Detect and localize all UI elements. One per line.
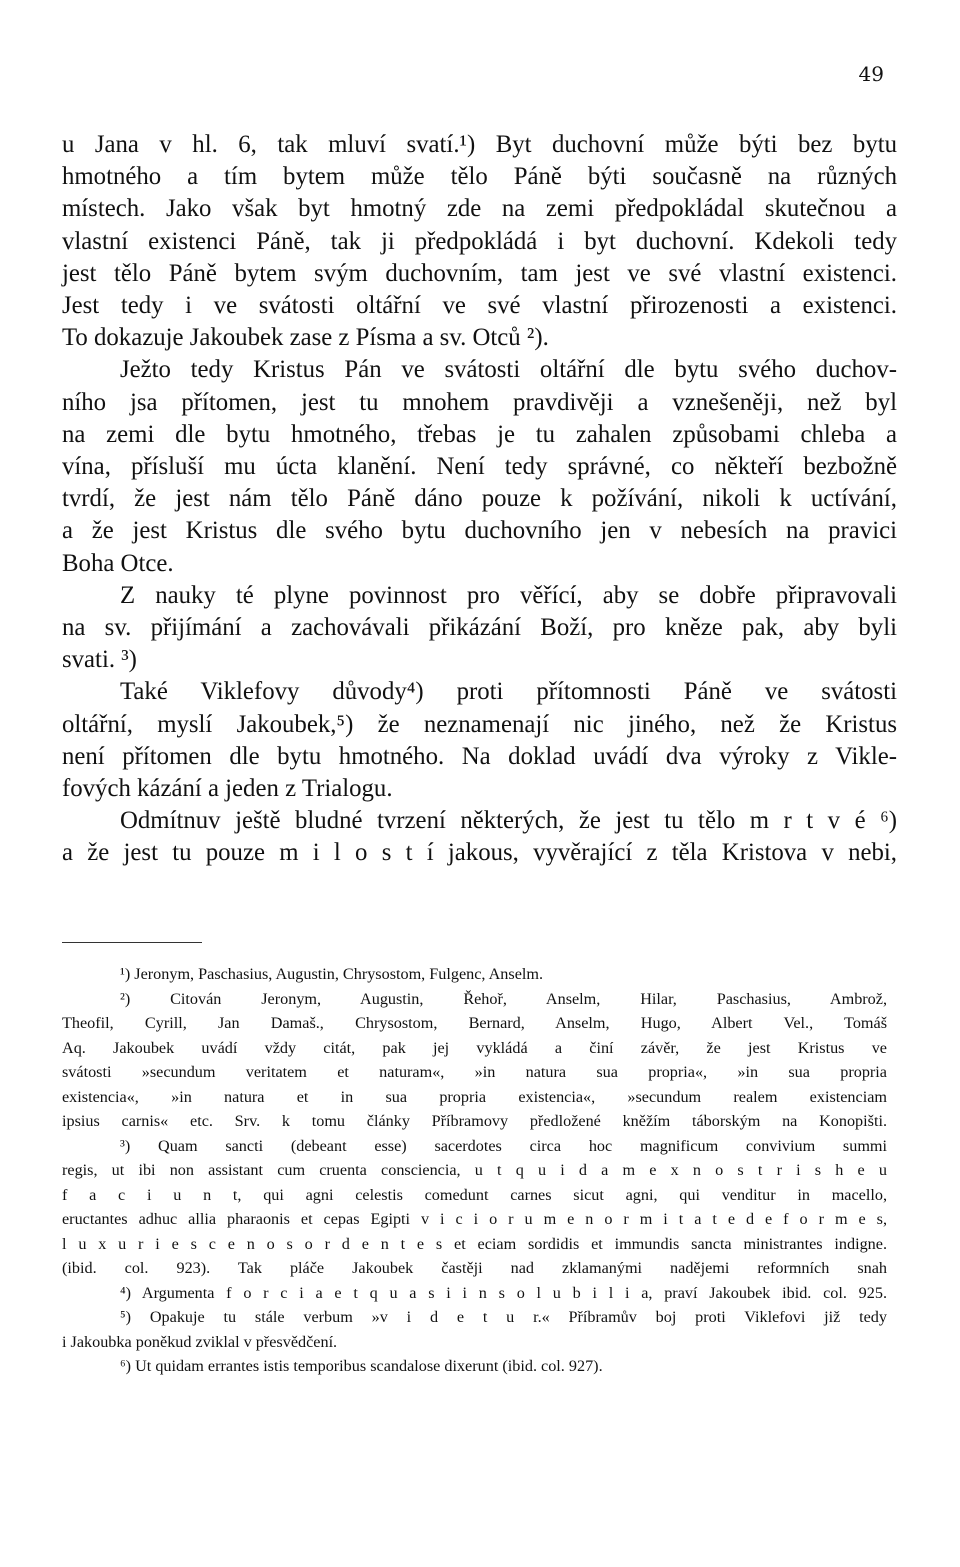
text-line: a že jest Kristus dle svého bytu duchovního jen v nebesích na pravici — [62, 517, 897, 545]
text-line: fových kázání a jeden z Trialogu. — [62, 775, 393, 803]
text-line: Jest tedy i ve svátosti oltářní ve své vlastní přirozenosti a existenci. — [62, 292, 897, 320]
footnote-line: eructantes adhuc allia pharaonis et cepas Egipti v i c i o r u m e n o r m i t a t e d e f o r m e s, — [62, 1210, 887, 1228]
text-line: svati. ³) — [62, 646, 137, 674]
text-line: vlastní existenci Páně, tak ji předpokládá i byt duchovní. Kdekoli tedy — [62, 227, 897, 255]
page-number: 49 — [858, 62, 884, 86]
footnote-line: l u x u r i e s c e n o s o r d e n t e s et eciam sordidis et immundis sancta ministrantes indigne. — [62, 1234, 887, 1253]
footnote-line: existencia«, »in natura et in sua propria existencia«, »secundum realem existenciam — [62, 1087, 887, 1106]
footnote-4 — [62, 1281, 887, 1306]
text-line: místech. Jako však byt hmotný zde na zemi předpokládal skutečnou a — [62, 195, 897, 223]
text-line: a že jest tu pouze m i l o s t í jakous, vyvěrající z těla Kristova v nebi, — [62, 839, 897, 867]
text-line: Také Viklefovy důvody⁴) proti přítomnosti Páně ve svátosti — [120, 678, 897, 706]
footnote-5 — [62, 1305, 887, 1354]
paragraph — [62, 676, 897, 805]
footnote-line: ¹) Jeronym, Paschasius, Augustin, Chrysostom, Fulgenc, Anselm. — [120, 965, 544, 983]
text-line: hmotného a tím bytem může tělo Páně býti současně na různých — [62, 163, 897, 191]
paragraph — [62, 354, 897, 579]
footnote-line: Theofil, Cyrill, Jan Damaš., Chrysostom, Bernard, Anselm, Hugo, Albert Vel., Tomáš — [62, 1014, 887, 1032]
footnote-line: ²) Citován Jeronym, Augustin, Řehoř, Anselm, Hilar, Paschasius, Ambrož, — [120, 989, 887, 1008]
body-text — [62, 129, 897, 870]
footnote-line: i Jakoubka poněkud zviklal v přesvědčení. — [62, 1332, 338, 1351]
text-line: na zemi dle bytu hmotného, třebas je tu zahalen způsobami chleba a — [62, 420, 897, 448]
text-line: oltářní, myslí Jakoubek,⁵) že neznamenají nic jiného, než že Kristus — [62, 710, 897, 738]
text-line: Ježto tedy Kristus Pán ve svátosti oltářní dle bytu svého duchov- — [120, 356, 897, 384]
footnote-line: ³) Quam sancti (debeant esse) sacerdotes circa hoc magnificum convivium summi — [120, 1136, 887, 1155]
paragraph — [62, 580, 897, 677]
text-line: To dokazuje Jakoubek zase z Písma a sv. Otců ²). — [62, 324, 549, 352]
footnote-6 — [62, 1354, 887, 1379]
footnote-1 — [62, 962, 887, 987]
footnote-line: svátosti »secundum veritatem et naturam«, »in natura sua propria«, »in sua propria — [62, 1063, 887, 1081]
footnote-line: ⁶) Ut quidam errantes istis temporibus scandalose dixerunt (ibid. col. 927). — [120, 1357, 603, 1375]
footnotes — [62, 962, 887, 1379]
footnote-line: (ibid. col. 923). Tak pláče Jakoubek častěji nad zklamanými nadějemi reformních snah — [62, 1259, 887, 1277]
text-line: ního jsa přítomen, jest tu mnohem pravdivěji a vznešeněji, než byl — [62, 388, 897, 416]
text-line: Odmítnuv ještě bludné tvrzení některých, že jest tu tělo m r t v é ⁶) — [120, 807, 897, 835]
footnote-2 — [62, 987, 887, 1134]
footnote-line: ⁴) Argumenta f o r c i a e t q u a s i i n s o l u b i l i a, praví Jakoubek ibid. col. 925. — [120, 1283, 887, 1302]
text-line: Boha Otce. — [62, 549, 174, 577]
paragraph — [62, 129, 897, 354]
text-line: na sv. přijímání a zachovávali přikázání Boží, pro kněze pak, aby byli — [62, 614, 897, 642]
text-line: u Jana v hl. 6, tak mluví svatí.¹) Byt duchovní může býti bez bytu — [62, 131, 897, 158]
footnote-line: Aq. Jakoubek uvádí vždy citát, pak jej vykládá a činí závěr, že jest Kristus ve — [62, 1038, 887, 1057]
text-line: není přítomen dle bytu hmotného. Na doklad uvádí dva výroky z Vikle- — [62, 742, 897, 770]
text-line: vína, přísluší mu úcta klanění. Není tedy správné, co někteří bezbožně — [62, 453, 897, 481]
text-line: Z nauky té plyne povinnost pro věřící, aby se dobře připravovali — [120, 581, 897, 609]
footnote-3 — [62, 1134, 887, 1281]
footnote-line: f a c i u n t, qui agni celestis comedunt carnes sicut agni, qui venditur in macello, — [62, 1185, 887, 1204]
text-line: jest tělo Páně bytem svým duchovním, tam jest ve své vlastní existenci. — [62, 259, 897, 287]
footnote-line: ⁵) Opakuje tu stále verbum »v i d e t u r.« Příbramův boj proti Viklefovi již tedy — [120, 1308, 887, 1326]
footnote-divider — [62, 942, 202, 943]
footnote-line: regis, ut ibi non assistant cum cruenta consciencia, u t q u i d a m e x n o s t r i s h e u — [62, 1161, 887, 1179]
text-line: tvrdí, že jest nám tělo Páně dáno pouze k požívání, nikoli k uctívání, — [62, 485, 897, 513]
paragraph — [62, 805, 897, 869]
footnote-line: ipsius carnis« etc. Srv. k tomu články Příbramovy předložené kněžím táborským na Konopišti. — [62, 1112, 887, 1130]
